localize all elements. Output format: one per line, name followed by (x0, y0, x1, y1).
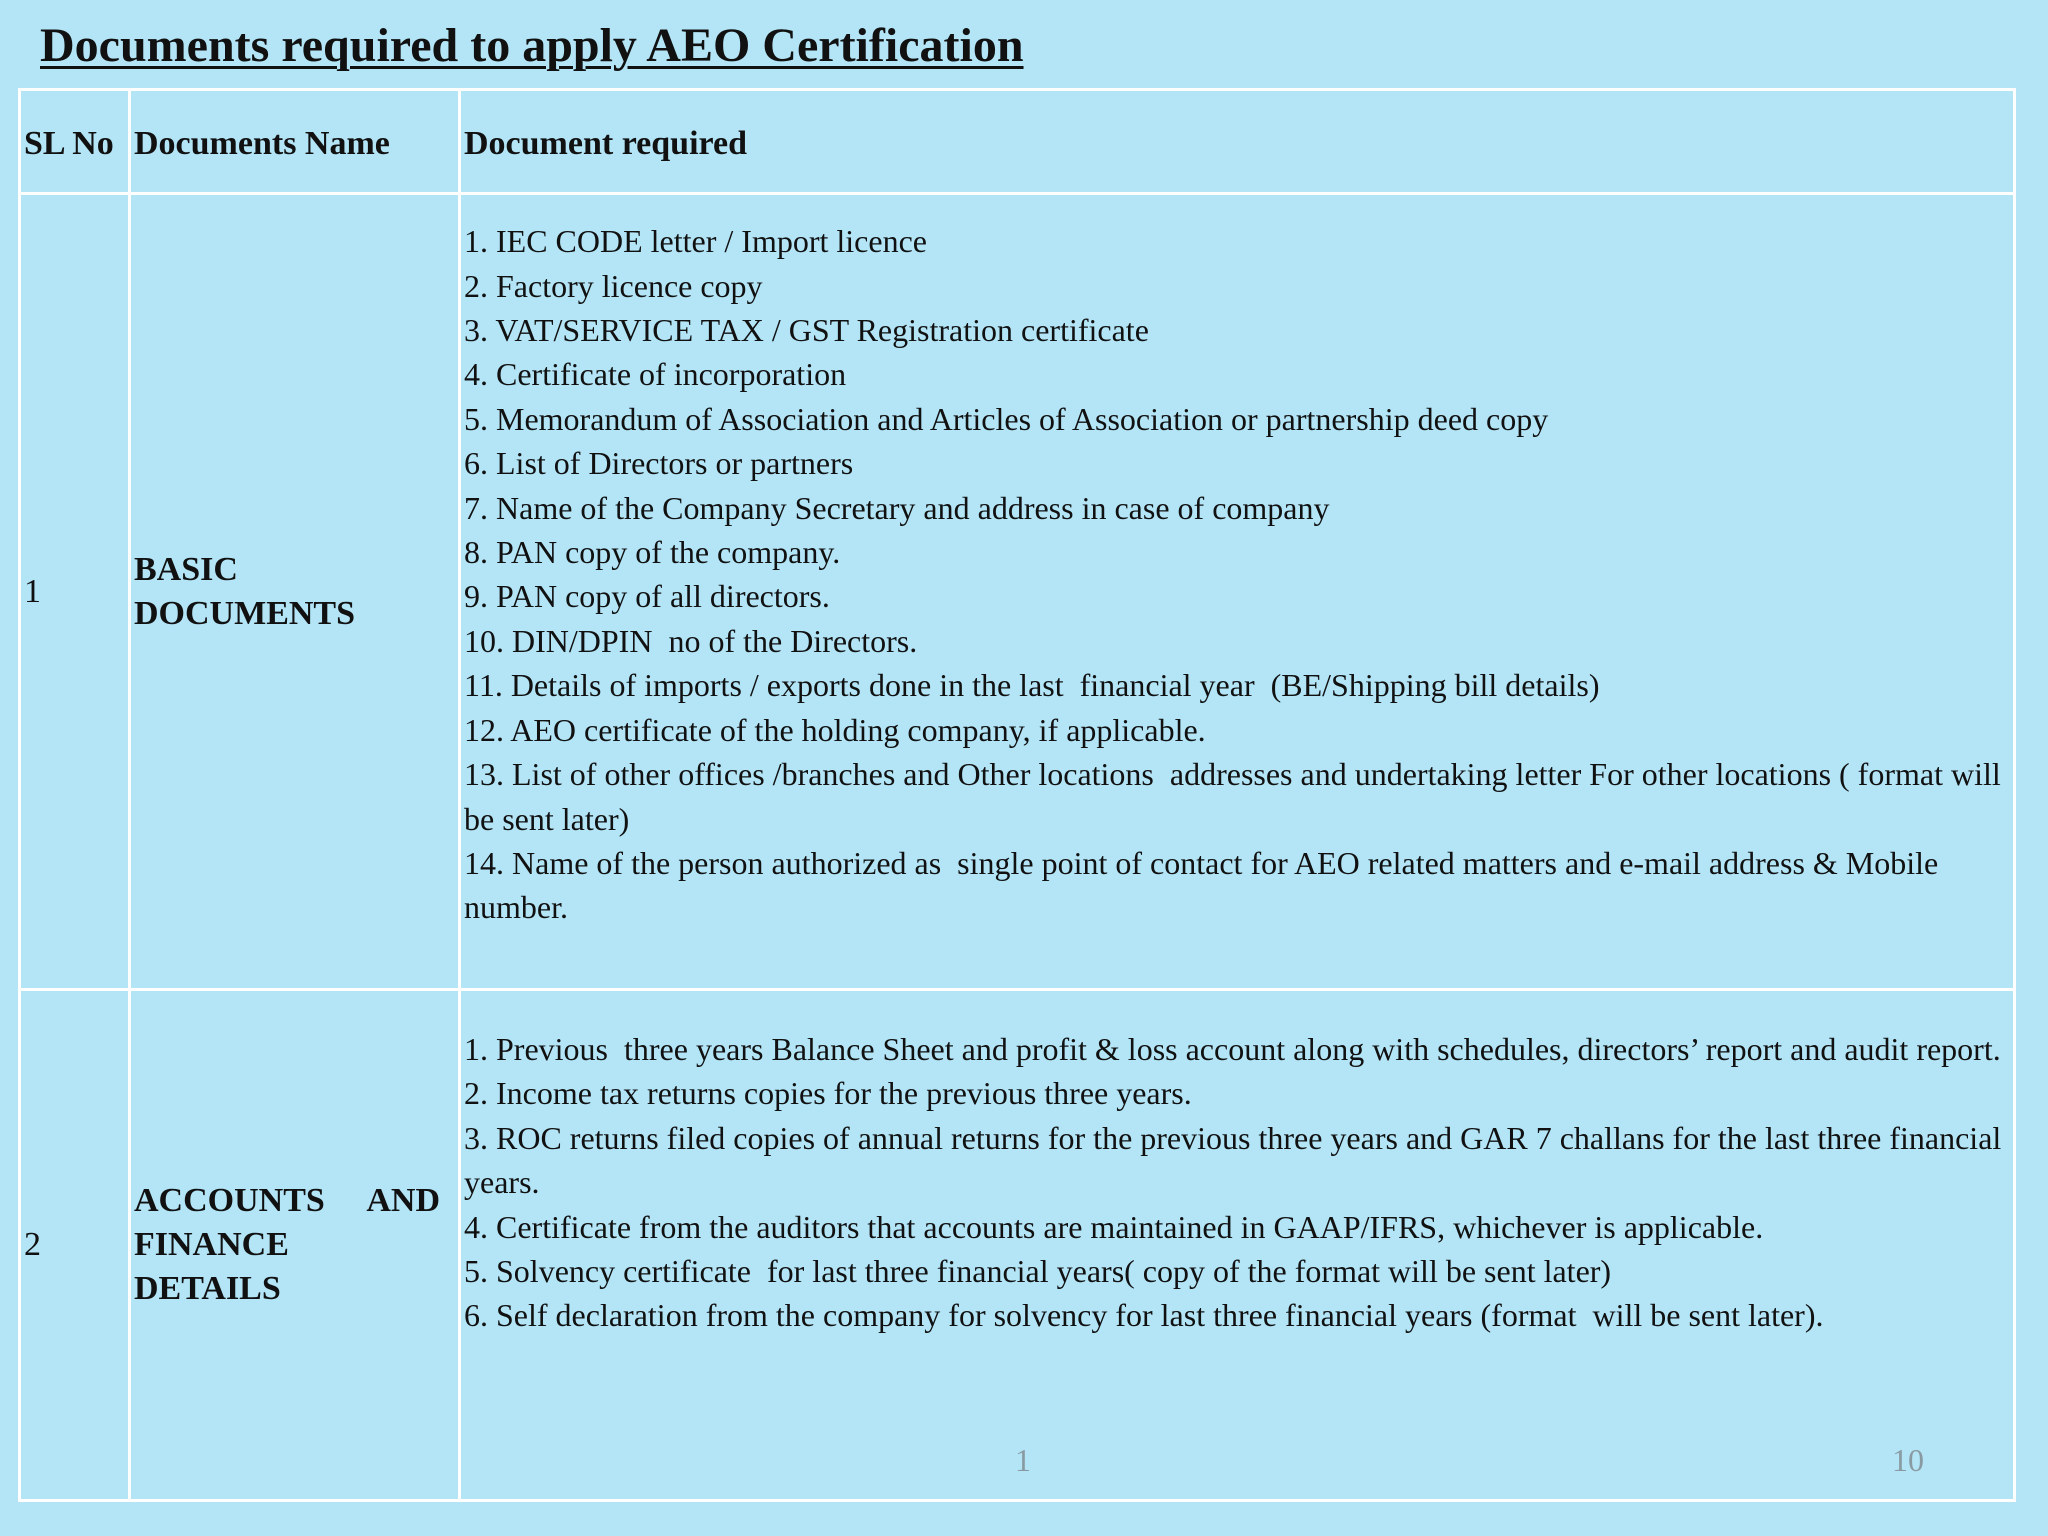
page-title: Documents required to apply AEO Certification (40, 19, 1024, 72)
document-item: 2. Factory licence copy (464, 267, 763, 304)
document-item: 6. Self declaration from the company for solvency for last three financial years (format will be sent later). (464, 1297, 1824, 1334)
document-item: 2. Income tax returns copies for the previous three years. (464, 1075, 1192, 1112)
table-row (20, 194, 2015, 990)
document-item: 14. Name of the person authorized as single point of contact for AEO related matters and e-mail address & Mobile number. (464, 844, 1947, 926)
documents-required-cell (460, 989, 2015, 1500)
document-item: 9. PAN copy of all directors. (464, 578, 830, 615)
document-item: 12. AEO certificate of the holding company, if applicable. (464, 711, 1206, 748)
document-item: 8. PAN copy of the company. (464, 534, 841, 571)
documents-required-list (464, 1027, 2011, 1338)
slide-center-number: 1 (1015, 1442, 1031, 1478)
documents-name-text: BASIC DOCUMENTS (134, 550, 356, 632)
document-item: 6. List of Directors or partners (464, 445, 854, 482)
table-header-row (20, 90, 2015, 194)
document-item: 1. IEC CODE letter / Import licence (464, 223, 927, 260)
documents-table (18, 88, 2016, 1502)
document-item: 13. List of other offices /branches and Other locations addresses and undertaking letter For other locations ( format will be sent later) (464, 756, 2009, 837)
documents-name-cell (130, 989, 460, 1500)
table-row (20, 989, 2015, 1500)
header-document-required: Document required (460, 90, 2015, 194)
page-number: 10 (1892, 1442, 1924, 1478)
document-item: 5. Memorandum of Association and Articles of Association or partnership deed copy (464, 400, 1549, 437)
sl-no-cell: 2 (20, 989, 130, 1500)
sl-no-cell: 1 (20, 194, 130, 990)
documents-name-text: ACCOUNTS AND FINANCE DETAILS (134, 1181, 440, 1307)
header-documents-name: Documents Name (130, 90, 460, 194)
document-item: 10. DIN/DPIN no of the Directors. (464, 622, 918, 659)
document-item: 1. Previous three years Balance Sheet and profit & loss account along with schedules, directors’ report and audit report. (464, 1030, 2001, 1067)
document-item: 11. Details of imports / exports done in the last financial year (BE/Shipping bill details) (464, 667, 1600, 704)
document-item: 4. Certificate from the auditors that accounts are maintained in GAAP/IFRS, whichever is applicable. (464, 1208, 1764, 1245)
documents-required-cell (460, 194, 2015, 990)
document-item: 3. ROC returns filed copies of annual returns for the previous three years and GAR 7 challans for the last three financial years. (464, 1119, 2010, 1201)
header-sl-no: SL No (20, 90, 130, 194)
document-item: 4. Certificate of incorporation (464, 356, 847, 393)
documents-required-list (464, 219, 2011, 930)
documents-name-cell (130, 194, 460, 990)
document-item: 5. Solvency certificate for last three financial years( copy of the format will be sent later) (464, 1252, 1612, 1289)
document-item: 7. Name of the Company Secretary and address in case of company (464, 489, 1330, 526)
document-item: 3. VAT/SERVICE TAX / GST Registration certificate (464, 312, 1149, 349)
